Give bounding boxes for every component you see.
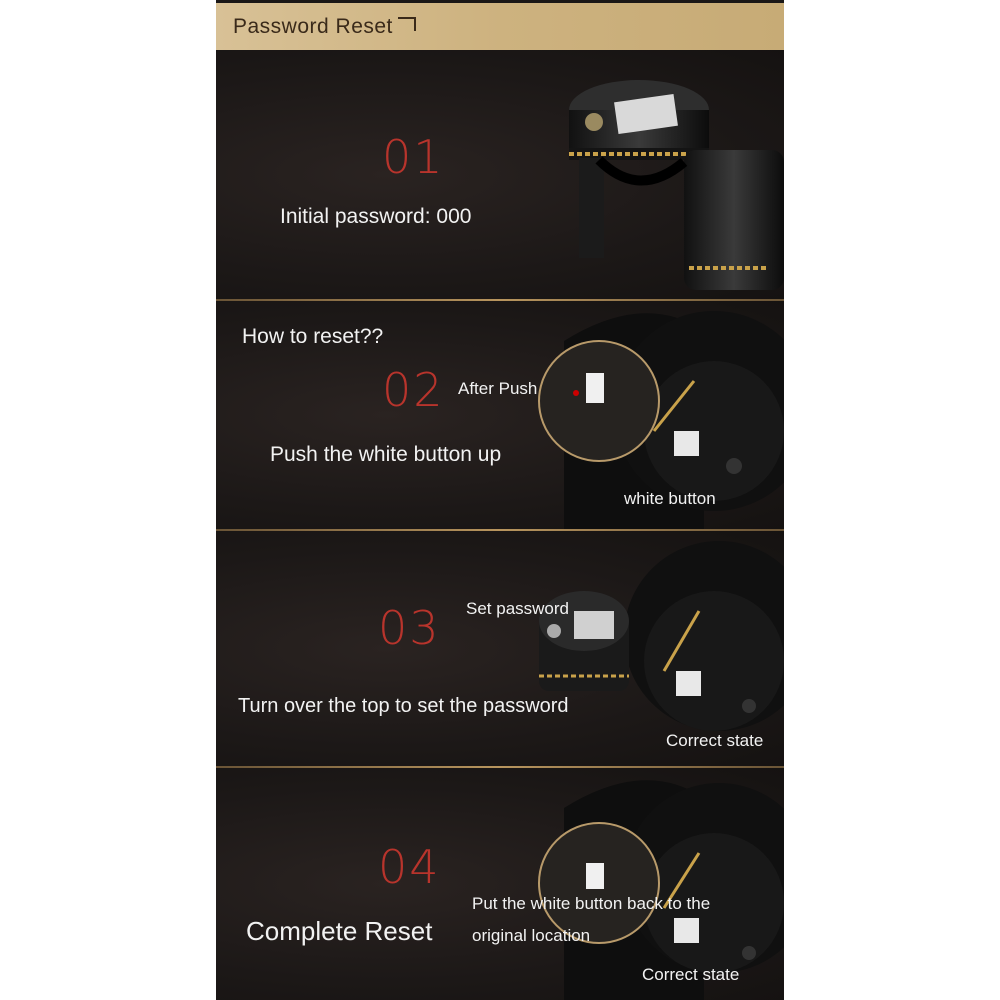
put-back-label-line2: original location xyxy=(472,926,591,945)
step-number: 01 xyxy=(382,130,445,184)
step-number: 03 xyxy=(378,601,441,655)
step-02-section xyxy=(216,301,784,529)
reset-question: How to reset?? xyxy=(242,325,384,348)
header-bar xyxy=(216,0,784,50)
step-01-section xyxy=(216,50,784,299)
instruction-panel xyxy=(216,0,784,1000)
correct-state-label: Correct state xyxy=(642,965,740,984)
page-title: Password Reset xyxy=(233,15,393,38)
after-push-label: After Push xyxy=(458,379,538,398)
corner-bracket-icon xyxy=(398,17,416,31)
step-number: 02 xyxy=(382,363,445,417)
lock-closed-image xyxy=(554,50,784,295)
step-03-section xyxy=(216,531,784,766)
set-password-label: Set password xyxy=(466,599,569,618)
white-button-label: white button xyxy=(624,489,716,508)
put-back-label-line1: Put the white button back to the xyxy=(472,894,711,913)
step-text: Initial password: 000 xyxy=(280,205,472,228)
step-text: Push the white button up xyxy=(270,443,502,466)
step-04-section xyxy=(216,768,784,1000)
step-text: Turn over the top to set the password xyxy=(238,695,569,717)
step-number: 04 xyxy=(378,840,441,894)
step-text: Complete Reset xyxy=(246,916,433,946)
correct-state-label: Correct state xyxy=(666,731,764,750)
